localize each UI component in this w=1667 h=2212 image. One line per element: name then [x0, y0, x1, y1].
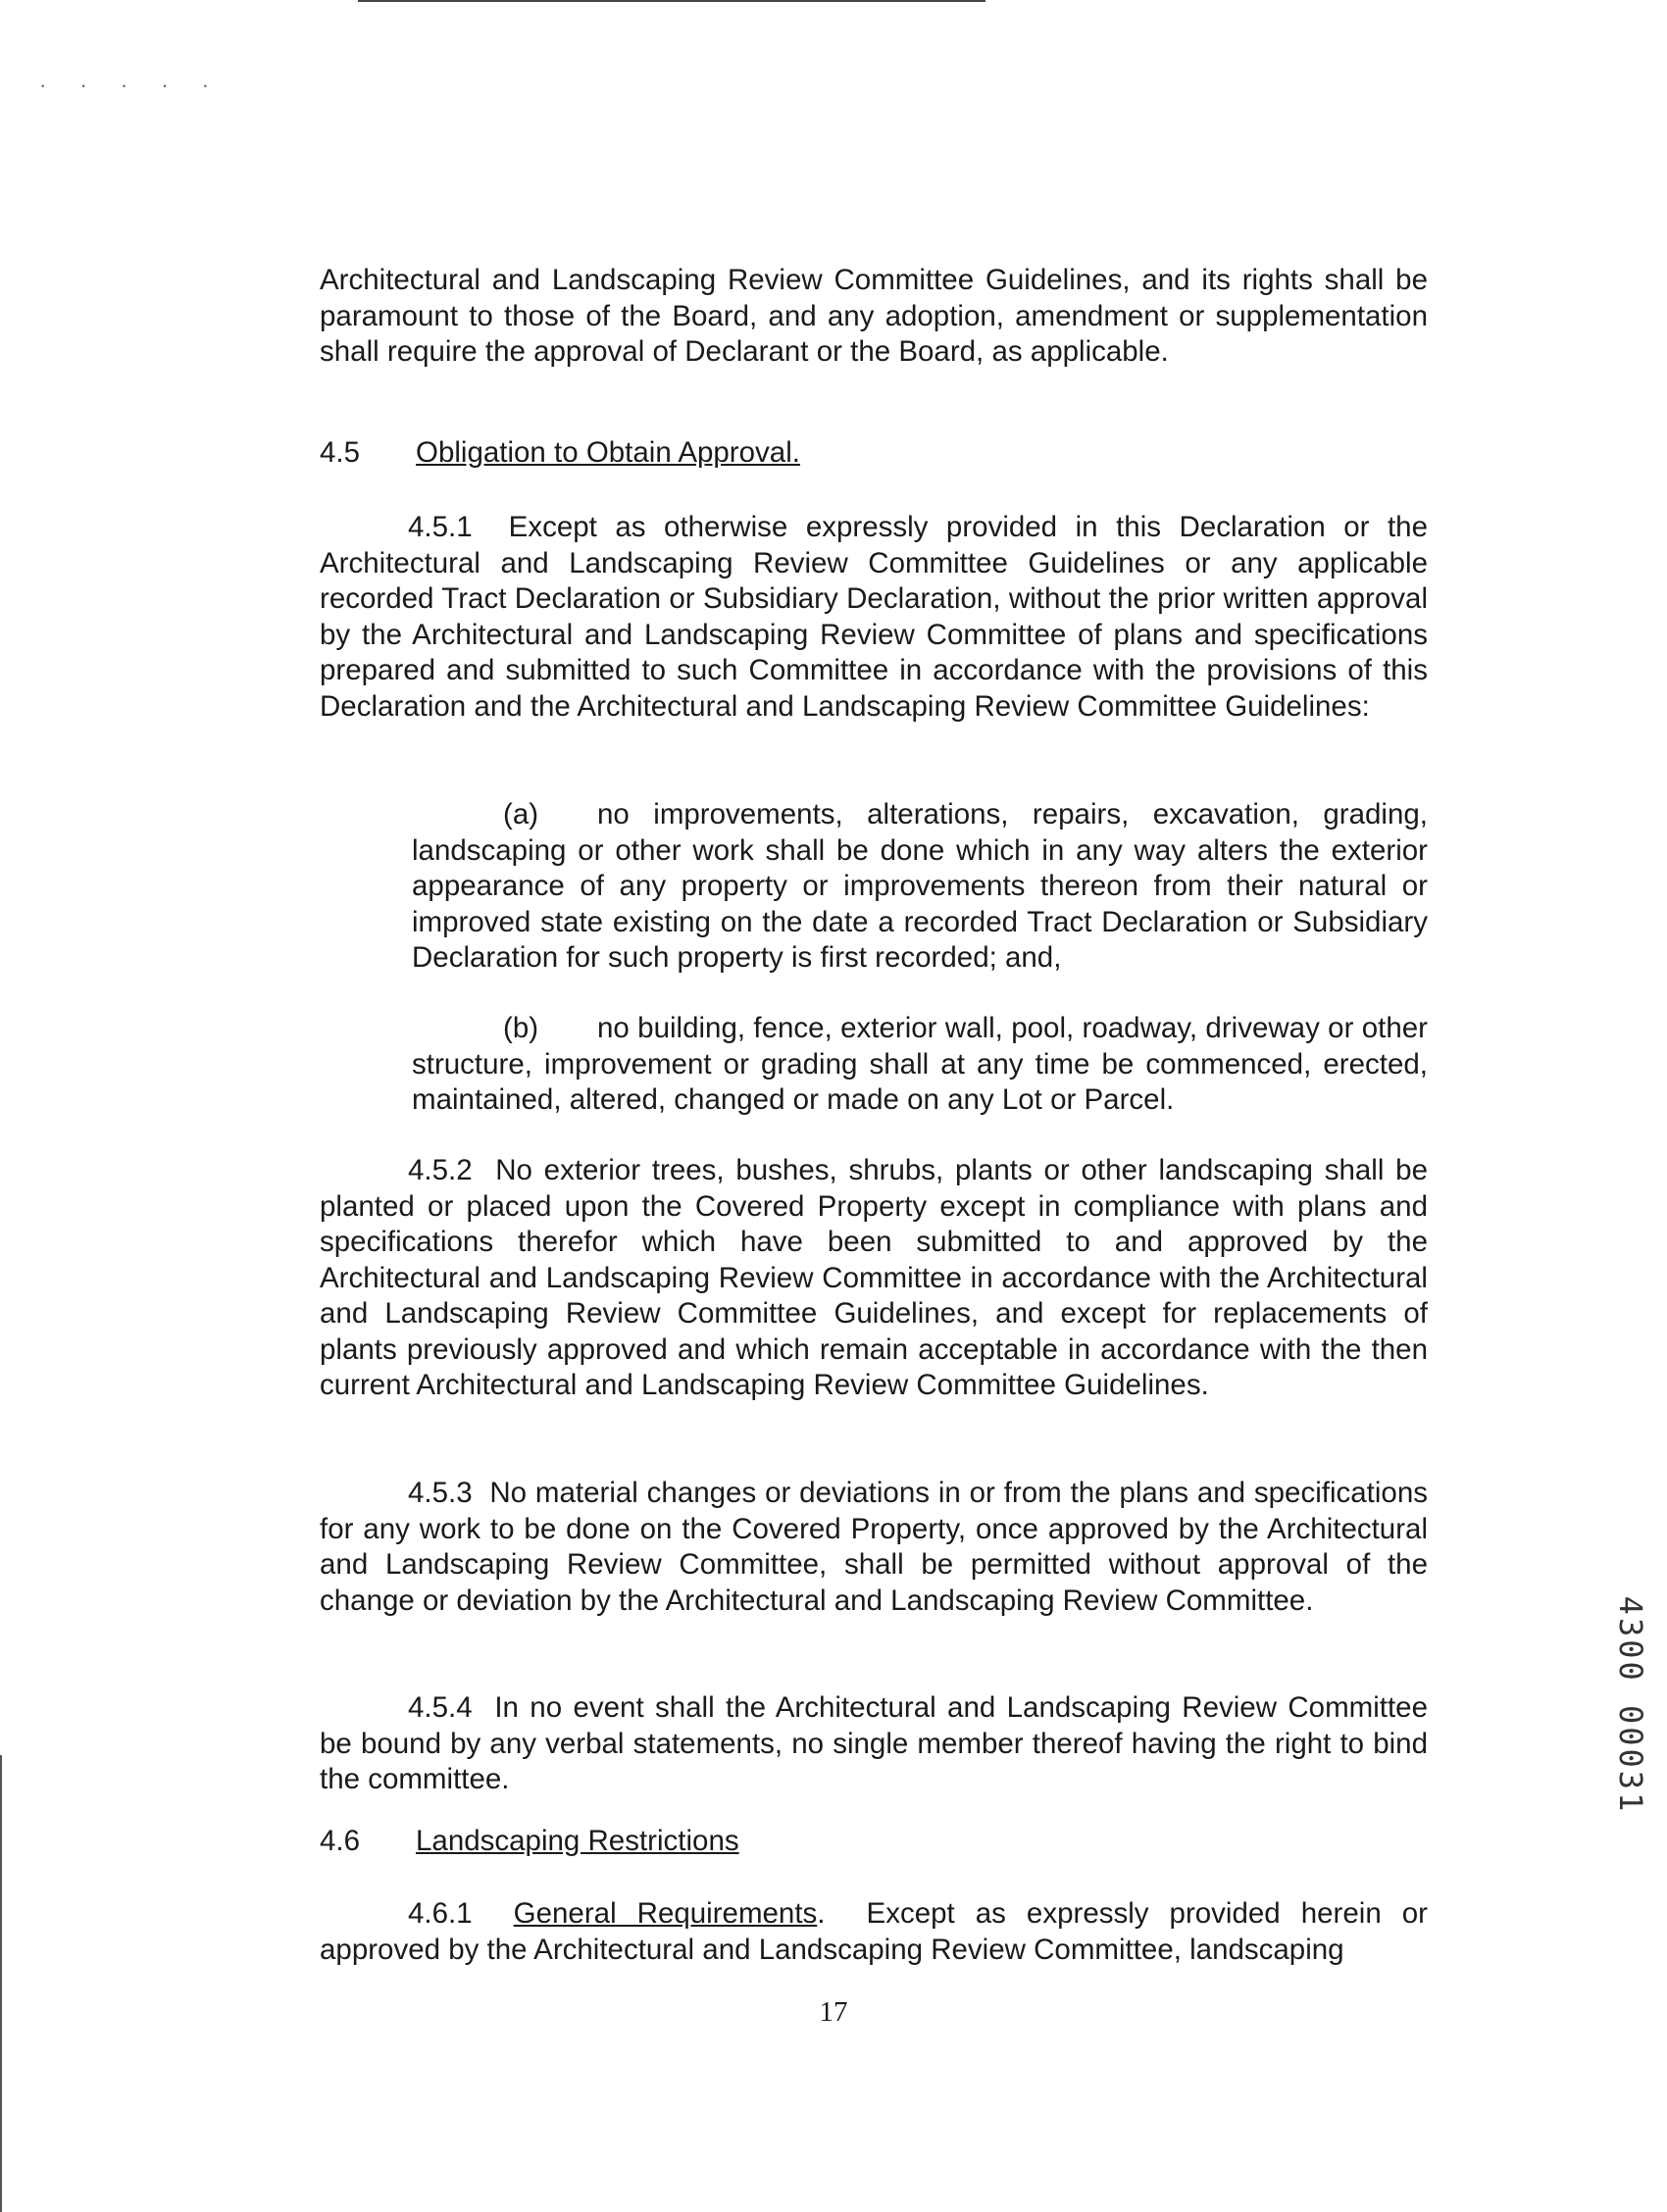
paragraph-text: No material changes or deviations in or from the plans and specifications for any work to be done on the Covered Property, once approved by the Architectural and Landscaping Review Committee, shall be permitted without approval of the change or deviation by the Architectural and Landscaping Review Committee. — [320, 1477, 1428, 1617]
intro-paragraph — [320, 263, 1428, 371]
paragraph-4-5-2 — [320, 1153, 1428, 1404]
clause-marker: (b) — [503, 1012, 539, 1044]
paragraph-text: No exterior trees, bushes, shrubs, plants or other landscaping shall be planted or placed upon the Covered Property except in compliance with plans and specifications therefor which have been submitted to and approved by the Architectural and Landscaping Review Committee in accordance with the Architectural and Landscaping Review Committee Guidelines, and except for replacements of plants previously approved and which remain acceptable in accordance with the then current Architectural and Landscaping Review Committee Guidelines. — [320, 1154, 1428, 1401]
clause-text: no building, fence, exterior wall, pool, roadway, driveway or other structure, improvement or grading shall at any time be commenced, erected, maintained, altered, changed or made on any Lot or Parcel. — [412, 1012, 1428, 1116]
paragraph-number: 4.6.1 — [408, 1897, 473, 1930]
section-title: Landscaping Restrictions — [416, 1825, 739, 1857]
clause-text: no improvements, alterations, repairs, excavation, grading, landscaping or other work shall be done which in any way alters the exterior appearance of any property or improvements thereon from their natural or improved state existing on the date a recorded Tract Declaration or Subsidiary Declaration for such property is first recorded; and, — [412, 798, 1428, 974]
section-title: Obligation to Obtain Approval. — [416, 436, 800, 469]
page-number: 17 — [819, 1996, 848, 2028]
section-4-5-heading — [320, 435, 800, 472]
paragraph-number: 4.5.4 — [408, 1691, 473, 1724]
paragraph-number: 4.5.2 — [408, 1154, 473, 1186]
paragraph-text: Except as otherwise expressly provided in this Declaration or the Architectural and Landscaping Review Committee Guidelines or any applicable recorded Tract Declaration or Subsidiary Declaration, without the prior written approval by the Architectural and Landscaping Review Committee of plans and specifications prepared and submitted to such Committee in accordance with the provisions of this Declaration and the Architectural and Landscaping Review Committee Guidelines: — [320, 511, 1428, 723]
paragraph-title: General Requirements — [513, 1897, 818, 1930]
top-edge-line — [358, 0, 985, 2]
clause-a — [412, 797, 1428, 977]
clause-b — [412, 1011, 1428, 1119]
clause-marker: (a) — [503, 798, 539, 830]
left-edge-line — [0, 1755, 2, 2212]
scan-specks: · · · · · — [39, 73, 224, 97]
side-stamp-text: 4300 00031 — [1612, 1595, 1649, 1815]
paragraph-4-5-1 — [320, 510, 1428, 725]
paragraph-text: Except as expressly provided herein or approved by the Architectural and Landscaping Review Committee, landscaping — [320, 1897, 1428, 1966]
paragraph-4-6-1: 4.6.1 General Requirements. Except as expressly provided herein or approved by the Architectural and Landscaping Review Committee, landscaping — [320, 1897, 1428, 1966]
paragraph-text: In no event shall the Architectural and Landscaping Review Committee be bound by any verbal statements, no single member thereof having the right to bind the committee. — [320, 1691, 1428, 1795]
paragraph-4-5-3 — [320, 1476, 1428, 1619]
section-number: 4.5 — [320, 436, 361, 469]
paragraph-number: 4.5.1 — [408, 511, 473, 543]
paragraph-number: 4.5.3 — [408, 1477, 473, 1509]
paragraph-4-5-4 — [320, 1690, 1428, 1798]
section-number: 4.6 — [320, 1825, 361, 1857]
side-stamp — [1606, 1573, 1655, 1837]
section-4-6-heading — [320, 1824, 739, 1860]
intro-text: Architectural and Landscaping Review Committee Guidelines, and its rights shall be paramount to those of the Board, and any adoption, amendment or supplementation shall require the approval of Declarant or the Board, as applicable. — [320, 264, 1428, 368]
